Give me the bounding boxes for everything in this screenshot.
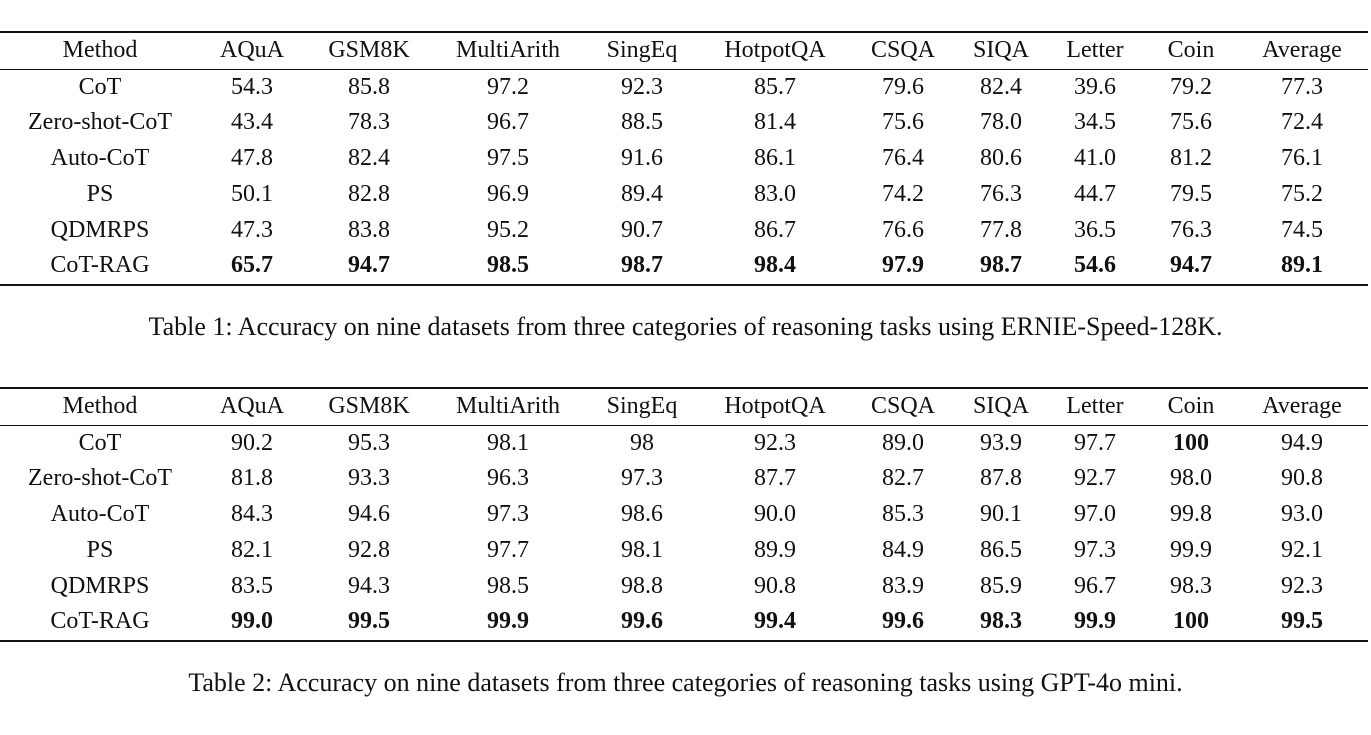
score-cell: 100	[1173, 608, 1209, 635]
score-cell: 98.5	[487, 572, 529, 599]
score-cell: 99.5	[1281, 608, 1323, 635]
score-cell: 96.7	[487, 109, 529, 136]
score-cell: 98.5	[487, 252, 529, 279]
column-header: HotpotQA	[724, 393, 826, 419]
score-cell: 99.6	[621, 608, 663, 635]
score-cell: 87.8	[980, 465, 1022, 492]
score-cell: 94.7	[348, 252, 390, 279]
score-cell: 81.2	[1170, 145, 1212, 172]
score-cell: 54.3	[231, 73, 273, 100]
column-header: GSM8K	[328, 37, 410, 63]
score-cell: 93.9	[980, 429, 1022, 456]
score-cell: 95.3	[348, 429, 390, 456]
score-cell: 34.5	[1074, 109, 1116, 136]
column-header: Average	[1262, 393, 1342, 419]
column-header: Coin	[1167, 37, 1215, 63]
score-cell: 99.9	[1170, 536, 1212, 563]
score-cell: 76.3	[980, 180, 1022, 207]
table-row	[0, 533, 1368, 569]
method-cell: CoT-RAG	[50, 252, 150, 279]
column-header: SingEq	[606, 37, 678, 63]
method-cell: Zero-shot-CoT	[28, 109, 172, 136]
column-header: Letter	[1066, 37, 1124, 63]
score-cell: 94.3	[348, 572, 390, 599]
score-cell: 86.5	[980, 536, 1022, 563]
score-cell: 99.6	[882, 608, 924, 635]
table-row	[0, 248, 1368, 285]
score-cell: 95.2	[487, 216, 529, 243]
score-cell: 79.2	[1170, 73, 1212, 100]
method-cell: PS	[86, 180, 114, 207]
column-header: SIQA	[972, 37, 1029, 63]
score-cell: 91.6	[621, 145, 663, 172]
table-1-caption: Table 1: Accuracy on nine datasets from three categories of reasoning tasks using ERNIE-Speed-128K.	[148, 312, 1223, 341]
score-cell: 99.0	[231, 608, 273, 635]
score-cell: 97.9	[882, 252, 924, 279]
table-row	[0, 141, 1368, 177]
method-cell: CoT	[78, 73, 122, 100]
score-cell: 98.4	[754, 252, 796, 279]
score-cell: 97.3	[487, 501, 529, 528]
score-cell: 76.1	[1281, 145, 1323, 172]
score-cell: 80.6	[980, 145, 1022, 172]
score-cell: 89.1	[1281, 252, 1323, 279]
score-cell: 43.4	[231, 109, 273, 136]
score-cell: 75.2	[1281, 180, 1323, 207]
score-cell: 99.4	[754, 608, 796, 635]
score-cell: 83.0	[754, 180, 796, 207]
column-header: AQuA	[220, 393, 284, 419]
score-cell: 74.2	[882, 180, 924, 207]
score-cell: 41.0	[1074, 145, 1116, 172]
score-cell: 77.8	[980, 216, 1022, 243]
score-cell: 86.7	[754, 216, 796, 243]
score-cell: 98.1	[621, 536, 663, 563]
score-cell: 78.3	[348, 109, 390, 136]
score-cell: 93.0	[1281, 501, 1323, 528]
score-cell: 81.4	[754, 109, 796, 136]
table-2-caption: Table 2: Accuracy on nine datasets from three categories of reasoning tasks using GPT-4o mini.	[188, 668, 1183, 697]
score-cell: 94.9	[1281, 429, 1323, 456]
header-row	[0, 32, 1368, 69]
method-cell: Auto-CoT	[50, 145, 150, 172]
column-header: Letter	[1066, 393, 1124, 419]
header-row	[0, 388, 1368, 425]
score-cell: 76.4	[882, 145, 924, 172]
score-cell: 44.7	[1074, 180, 1116, 207]
score-cell: 90.2	[231, 429, 273, 456]
score-cell: 99.9	[487, 608, 529, 635]
score-cell: 87.7	[754, 465, 796, 492]
score-cell: 98.7	[980, 252, 1022, 279]
table-body	[0, 69, 1368, 285]
score-cell: 85.9	[980, 572, 1022, 599]
score-cell: 78.0	[980, 109, 1022, 136]
score-cell: 92.7	[1074, 465, 1116, 492]
column-header: CSQA	[870, 393, 936, 419]
score-cell: 92.3	[621, 73, 663, 100]
score-cell: 94.6	[348, 501, 390, 528]
score-cell: 89.4	[621, 180, 663, 207]
table-2	[0, 387, 1371, 642]
score-cell: 89.9	[754, 536, 796, 563]
score-cell: 97.7	[1074, 429, 1116, 456]
score-cell: 99.9	[1074, 608, 1116, 635]
score-cell: 82.8	[348, 180, 390, 207]
method-cell: PS	[86, 536, 114, 563]
score-cell: 39.6	[1074, 73, 1116, 100]
score-cell: 97.5	[487, 145, 529, 172]
score-cell: 47.3	[231, 216, 273, 243]
table-1	[0, 31, 1371, 286]
score-cell: 100	[1173, 429, 1209, 456]
score-cell: 89.0	[882, 429, 924, 456]
table-row	[0, 177, 1368, 213]
score-cell: 92.3	[754, 429, 796, 456]
table-row	[0, 213, 1368, 249]
score-cell: 79.5	[1170, 180, 1212, 207]
score-cell: 90.8	[1281, 465, 1323, 492]
method-cell: Zero-shot-CoT	[28, 465, 172, 492]
results-table-2	[0, 387, 1368, 642]
results-table-1	[0, 31, 1368, 286]
score-cell: 83.5	[231, 572, 273, 599]
table-row	[0, 461, 1368, 497]
score-cell: 65.7	[231, 252, 273, 279]
score-cell: 90.0	[754, 501, 796, 528]
score-cell: 76.6	[882, 216, 924, 243]
score-cell: 36.5	[1074, 216, 1116, 243]
score-cell: 96.9	[487, 180, 529, 207]
score-cell: 79.6	[882, 73, 924, 100]
score-cell: 82.4	[348, 145, 390, 172]
method-cell: QDMRPS	[50, 216, 150, 243]
score-cell: 88.5	[621, 109, 663, 136]
score-cell: 74.5	[1281, 216, 1323, 243]
score-cell: 82.1	[231, 536, 273, 563]
table-row	[0, 69, 1368, 105]
score-cell: 98.1	[487, 429, 529, 456]
score-cell: 98.8	[621, 572, 663, 599]
score-cell: 86.1	[754, 145, 796, 172]
score-cell: 85.8	[348, 73, 390, 100]
score-cell: 98.3	[1170, 572, 1212, 599]
table-header	[0, 388, 1368, 425]
score-cell: 77.3	[1281, 73, 1323, 100]
method-cell: QDMRPS	[50, 572, 150, 599]
column-header: HotpotQA	[724, 37, 826, 63]
score-cell: 92.1	[1281, 536, 1323, 563]
score-cell: 47.8	[231, 145, 273, 172]
table-row	[0, 425, 1368, 461]
score-cell: 92.8	[348, 536, 390, 563]
column-header: Method	[62, 393, 138, 419]
method-cell: CoT-RAG	[50, 608, 150, 635]
score-cell: 97.7	[487, 536, 529, 563]
score-cell: 96.3	[487, 465, 529, 492]
score-cell: 97.0	[1074, 501, 1116, 528]
table-row	[0, 105, 1368, 141]
score-cell: 90.1	[980, 501, 1022, 528]
score-cell: 98	[630, 429, 654, 456]
score-cell: 93.3	[348, 465, 390, 492]
column-header: Method	[62, 37, 138, 63]
score-cell: 85.7	[754, 73, 796, 100]
score-cell: 72.4	[1281, 109, 1323, 136]
score-cell: 98.3	[980, 608, 1022, 635]
column-header: MultiArith	[455, 37, 560, 63]
score-cell: 92.3	[1281, 572, 1323, 599]
table-row	[0, 569, 1368, 605]
column-header: GSM8K	[328, 393, 410, 419]
score-cell: 84.3	[231, 501, 273, 528]
score-cell: 83.8	[348, 216, 390, 243]
score-cell: 81.8	[231, 465, 273, 492]
table-body	[0, 425, 1368, 641]
score-cell: 84.9	[882, 536, 924, 563]
score-cell: 76.3	[1170, 216, 1212, 243]
score-cell: 98.7	[621, 252, 663, 279]
column-header: SIQA	[972, 393, 1029, 419]
column-header: Average	[1262, 37, 1342, 63]
score-cell: 98.0	[1170, 465, 1212, 492]
score-cell: 90.7	[621, 216, 663, 243]
column-header: AQuA	[220, 37, 284, 63]
score-cell: 75.6	[1170, 109, 1212, 136]
score-cell: 90.8	[754, 572, 796, 599]
score-cell: 97.3	[621, 465, 663, 492]
method-cell: CoT	[78, 429, 122, 456]
score-cell: 82.4	[980, 73, 1022, 100]
score-cell: 85.3	[882, 501, 924, 528]
column-header: CSQA	[870, 37, 936, 63]
table-row	[0, 497, 1368, 533]
score-cell: 94.7	[1170, 252, 1212, 279]
score-cell: 50.1	[231, 180, 273, 207]
score-cell: 82.7	[882, 465, 924, 492]
score-cell: 54.6	[1074, 252, 1116, 279]
column-header: MultiArith	[455, 393, 560, 419]
table-row	[0, 604, 1368, 641]
score-cell: 97.3	[1074, 536, 1116, 563]
column-header: SingEq	[606, 393, 678, 419]
score-cell: 75.6	[882, 109, 924, 136]
method-cell: Auto-CoT	[50, 501, 150, 528]
score-cell: 83.9	[882, 572, 924, 599]
column-header: Coin	[1167, 393, 1215, 419]
score-cell: 99.5	[348, 608, 390, 635]
table-header	[0, 32, 1368, 69]
score-cell: 98.6	[621, 501, 663, 528]
score-cell: 97.2	[487, 73, 529, 100]
score-cell: 99.8	[1170, 501, 1212, 528]
score-cell: 96.7	[1074, 572, 1116, 599]
